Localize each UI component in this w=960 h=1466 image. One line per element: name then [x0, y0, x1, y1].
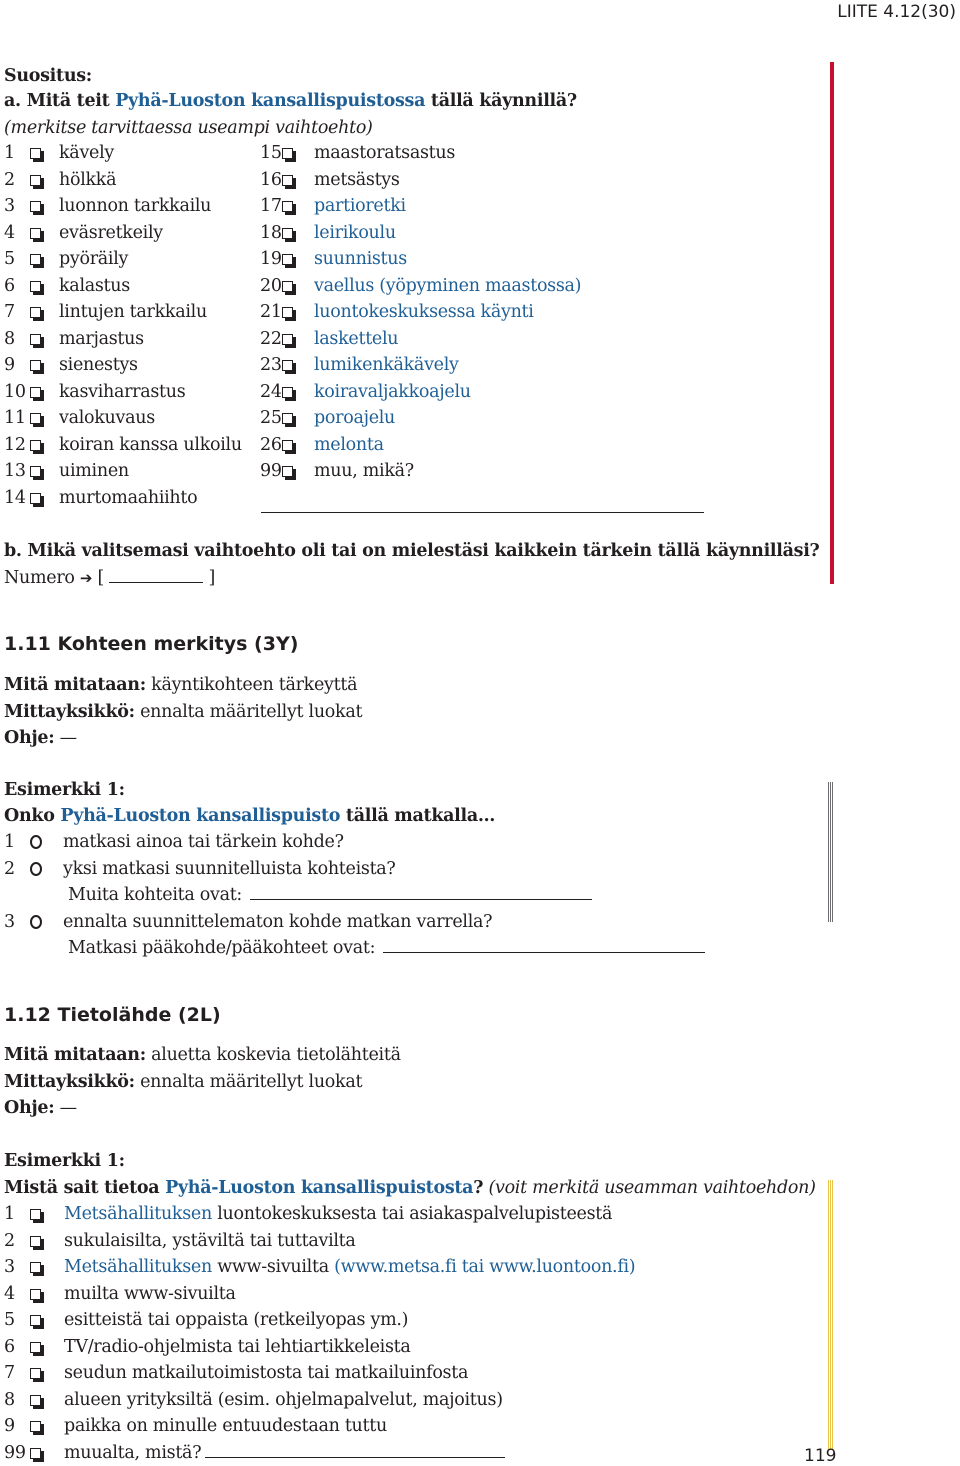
option-number: 22 — [260, 328, 282, 349]
option-number: 18 — [260, 222, 282, 243]
other-activity-line[interactable] — [261, 498, 704, 513]
checkbox[interactable] — [282, 440, 293, 451]
option-number: 1 — [4, 832, 15, 852]
s112-measure: Mitä mitataan: aluetta koskevia tietolähteitä — [4, 1045, 401, 1065]
checkbox[interactable] — [30, 1289, 41, 1300]
option-number: 8 — [4, 1389, 15, 1410]
option-label: koiravaljakkoajelu — [314, 381, 471, 402]
radio-button[interactable] — [30, 835, 42, 849]
source-option — [4, 1443, 505, 1463]
margin-bar-red — [830, 62, 834, 584]
activity-option — [4, 302, 207, 329]
checkbox[interactable] — [30, 1368, 41, 1379]
option-number: 4 — [4, 1283, 15, 1304]
source-option — [4, 1416, 387, 1436]
follow-up-field — [68, 938, 705, 958]
option-label: maastoratsastus — [314, 143, 456, 163]
s111-measure: Mitä mitataan: käyntikohteen tärkeyttä — [4, 675, 358, 695]
checkbox[interactable] — [282, 466, 293, 477]
option-label: partioretki — [314, 196, 406, 216]
checkbox[interactable] — [282, 228, 293, 239]
source-option — [4, 1390, 503, 1410]
margin-bar-yellow — [828, 1180, 834, 1450]
activity-option — [4, 196, 211, 223]
other-source-input[interactable] — [205, 1443, 505, 1458]
checkbox[interactable] — [30, 175, 41, 186]
checkbox[interactable] — [30, 307, 41, 318]
option-number: 6 — [4, 1336, 15, 1357]
option-label: kävely — [59, 143, 114, 163]
option-number: 6 — [4, 275, 15, 296]
checkbox[interactable] — [30, 1236, 41, 1247]
section-heading-1-12: 1.12 Tietolähde (2L) — [4, 1004, 221, 1026]
option-label: marjastus — [59, 328, 144, 349]
checkbox[interactable] — [30, 228, 41, 239]
option-label: luontokeskuksessa käynti — [314, 302, 534, 322]
option-number: 7 — [4, 1363, 15, 1383]
option-label: valokuvaus — [59, 408, 155, 428]
option-label: paikka on minulle entuudestaan tuttu — [64, 1416, 387, 1436]
activity-option — [260, 461, 414, 488]
website-links[interactable]: (www.metsa.fi tai www.luontoon.fi) — [334, 1257, 636, 1277]
checkbox[interactable] — [30, 201, 41, 212]
organization-name: Metsähallituksen — [64, 1204, 212, 1224]
s111-note: Ohje: — — [4, 728, 77, 748]
option-number: 11 — [4, 408, 26, 428]
s111-example-label: Esimerkki 1: — [4, 780, 125, 800]
option-label: eväsretkeily — [59, 222, 163, 243]
section-heading-1-11: 1.11 Kohteen merkitys (3Y) — [4, 633, 299, 655]
activity-option — [260, 435, 384, 462]
option-label: suunnistus — [314, 249, 407, 269]
activity-option — [4, 408, 155, 435]
option-number: 2 — [4, 1230, 15, 1251]
activity-option — [260, 408, 395, 435]
checkbox[interactable] — [30, 281, 41, 292]
checkbox[interactable] — [30, 1315, 41, 1326]
activity-option — [260, 170, 400, 197]
option-number: 10 — [4, 381, 26, 402]
checkbox[interactable] — [30, 334, 41, 345]
number-answer-row: Numero ➔ [ ] — [4, 568, 216, 588]
activity-option — [4, 488, 197, 515]
activity-option — [260, 196, 406, 223]
option-number: 26 — [260, 434, 282, 455]
option-number: 14 — [4, 487, 26, 508]
option-number: 3 — [4, 911, 15, 932]
follow-up-field — [68, 885, 592, 905]
option-label: seudun matkailutoimistosta tai matkailuinfosta — [64, 1363, 469, 1383]
option-label: leirikoulu — [314, 222, 396, 243]
activity-option — [260, 355, 459, 382]
checkbox[interactable] — [30, 1421, 41, 1432]
option-number: 7 — [4, 302, 15, 322]
option-number: 21 — [260, 302, 282, 322]
option-number: 4 — [4, 222, 15, 243]
activity-option — [4, 276, 130, 303]
activity-option — [260, 249, 407, 276]
checkbox[interactable] — [30, 466, 41, 477]
checkbox[interactable] — [282, 254, 293, 265]
number-answer-field[interactable] — [109, 568, 203, 583]
radio-option — [4, 859, 396, 879]
recommendation-label: Suositus: — [4, 66, 92, 86]
option-label: hölkkä — [59, 169, 117, 190]
option-label: lumikenkäkävely — [314, 355, 459, 375]
option-label: luontokeskuksesta tai asiakaspalvelupisteestä — [211, 1204, 613, 1224]
option-number: 12 — [4, 434, 26, 455]
option-number: 16 — [260, 169, 282, 190]
follow-up-label: Matkasi pääkohde/pääkohteet ovat: — [68, 938, 376, 958]
option-number: 9 — [4, 1416, 15, 1436]
activity-option — [4, 329, 144, 356]
s112-note: Ohje: — — [4, 1098, 77, 1118]
checkbox[interactable] — [282, 413, 293, 424]
park-link: Pyhä-Luoston kansallispuistossa — [115, 91, 426, 111]
source-option — [4, 1257, 635, 1277]
option-number: 3 — [4, 1257, 15, 1277]
checkbox[interactable] — [30, 440, 41, 451]
option-number: 9 — [4, 355, 15, 375]
checkbox[interactable] — [282, 148, 293, 159]
option-label: matkasi ainoa tai tärkein kohde? — [63, 832, 344, 852]
option-number: 5 — [4, 249, 15, 269]
option-label: TV/radio-ohjelmista tai lehtiartikkeleista — [64, 1336, 411, 1357]
activity-option — [260, 143, 455, 170]
option-number: 24 — [260, 381, 282, 402]
activity-option — [260, 276, 581, 303]
option-number: 17 — [260, 196, 282, 216]
option-label: lintujen tarkkailu — [59, 302, 207, 322]
activity-option — [4, 170, 116, 197]
checkbox[interactable] — [30, 493, 41, 504]
option-number: 99 — [260, 461, 282, 481]
option-label: laskettelu — [314, 328, 399, 349]
radio-button[interactable] — [30, 915, 42, 929]
activity-option — [4, 355, 138, 382]
option-label: sukulaisilta, ystäviltä tai tuttavilta — [64, 1230, 356, 1251]
s111-unit: Mittayksikkö: ennalta määritellyt luokat — [4, 702, 363, 722]
activity-option — [4, 143, 114, 170]
activity-option — [260, 223, 396, 250]
option-label: muualta, mistä? — [64, 1442, 202, 1463]
option-label: esitteistä tai oppaista (retkeilyopas ym.) — [64, 1310, 409, 1330]
page-reference: LIITE 4.12(30) — [837, 2, 956, 22]
option-label: sienestys — [59, 355, 138, 375]
checkbox[interactable] — [30, 148, 41, 159]
organization-name: Metsähallituksen — [64, 1257, 212, 1277]
follow-up-label: Muita kohteita ovat: — [68, 885, 243, 905]
option-label: alueen yrityksiltä (esim. ohjelmapalvelut, majoitus) — [64, 1389, 503, 1410]
activity-option — [4, 223, 163, 250]
option-label: melonta — [314, 434, 384, 455]
checkbox[interactable] — [30, 1209, 41, 1220]
option-label: uiminen — [59, 461, 129, 481]
activity-option — [260, 382, 471, 409]
option-label: yksi matkasi suunnitelluista kohteista? — [63, 858, 396, 879]
source-option — [4, 1204, 612, 1224]
follow-up-input[interactable] — [383, 938, 705, 953]
s112-unit: Mittayksikkö: ennalta määritellyt luokat — [4, 1072, 363, 1092]
option-number: 2 — [4, 858, 15, 879]
checkbox[interactable] — [30, 254, 41, 265]
page-number: 119 — [804, 1446, 837, 1466]
option-label: koiran kanssa ulkoilu — [59, 434, 242, 455]
activity-option — [4, 249, 128, 276]
checkbox[interactable] — [30, 413, 41, 424]
checkbox[interactable] — [282, 175, 293, 186]
s111-question: Onko Pyhä-Luoston kansallispuisto tällä matkalla… — [4, 806, 496, 826]
checkbox[interactable] — [30, 1448, 41, 1459]
radio-option — [4, 912, 492, 932]
follow-up-input[interactable] — [250, 885, 592, 900]
option-label: pyöräily — [59, 249, 129, 269]
source-option — [4, 1310, 408, 1330]
question-a: a. Mitä teit Pyhä-Luoston kansallispuistossa tällä käynnillä? — [4, 91, 577, 111]
radio-option — [4, 832, 344, 852]
option-number: 1 — [4, 1204, 15, 1224]
activity-option — [260, 329, 398, 356]
activity-option — [4, 435, 242, 462]
activity-option — [4, 461, 129, 488]
option-label: kasviharrastus — [59, 381, 186, 402]
option-number: 19 — [260, 249, 282, 269]
option-label: ennalta suunnittelematon kohde matkan varrella? — [63, 911, 493, 932]
question-b: b. Mikä valitsemasi vaihtoehto oli tai on mielestäsi kaikkein tärkein tällä käynnilläsi? — [4, 541, 820, 561]
checkbox[interactable] — [282, 334, 293, 345]
checkbox[interactable] — [30, 1262, 41, 1273]
option-number: 23 — [260, 355, 282, 375]
source-option — [4, 1337, 411, 1357]
checkbox[interactable] — [282, 307, 293, 318]
checkbox[interactable] — [30, 1342, 41, 1353]
option-label: muu, mikä? — [314, 461, 414, 481]
option-number: 20 — [260, 275, 282, 296]
activity-option — [4, 382, 185, 409]
question-a-hint: (merkitse tarvittaessa useampi vaihtoehto) — [4, 118, 373, 138]
checkbox[interactable] — [282, 387, 293, 398]
option-number: 25 — [260, 408, 282, 428]
option-label: metsästys — [314, 169, 400, 190]
option-label: vaellus (yöpyminen maastossa) — [314, 275, 582, 296]
s112-example-label: Esimerkki 1: — [4, 1151, 125, 1171]
option-number: 2 — [4, 169, 15, 190]
option-number: 5 — [4, 1310, 15, 1330]
arrow-right-icon: ➔ — [79, 569, 93, 587]
source-option — [4, 1363, 468, 1383]
radio-button[interactable] — [30, 862, 42, 876]
checkbox[interactable] — [30, 1395, 41, 1406]
option-number: 3 — [4, 196, 15, 216]
checkbox[interactable] — [30, 360, 41, 371]
checkbox[interactable] — [282, 201, 293, 212]
checkbox[interactable] — [282, 281, 293, 292]
option-number: 15 — [260, 143, 282, 163]
option-label: murtomaahiihto — [59, 487, 198, 508]
s112-question: Mistä sait tietoa Pyhä-Luoston kansallispuistosta? (voit merkitä useamman vaihtoehdon) — [4, 1178, 816, 1198]
activity-option — [260, 302, 534, 329]
option-number: 99 — [4, 1442, 26, 1463]
checkbox[interactable] — [30, 387, 41, 398]
source-option — [4, 1284, 236, 1304]
option-label: luonnon tarkkailu — [59, 196, 212, 216]
option-number: 1 — [4, 143, 15, 163]
option-label: muilta www-sivuilta — [64, 1283, 236, 1304]
option-label: poroajelu — [314, 408, 396, 428]
source-option — [4, 1231, 356, 1251]
checkbox[interactable] — [282, 360, 293, 371]
option-number: 8 — [4, 328, 15, 349]
option-number: 13 — [4, 461, 26, 481]
option-label: www-sivuilta — [211, 1257, 335, 1277]
margin-bar-grey — [828, 782, 834, 922]
option-label: kalastus — [59, 275, 130, 296]
